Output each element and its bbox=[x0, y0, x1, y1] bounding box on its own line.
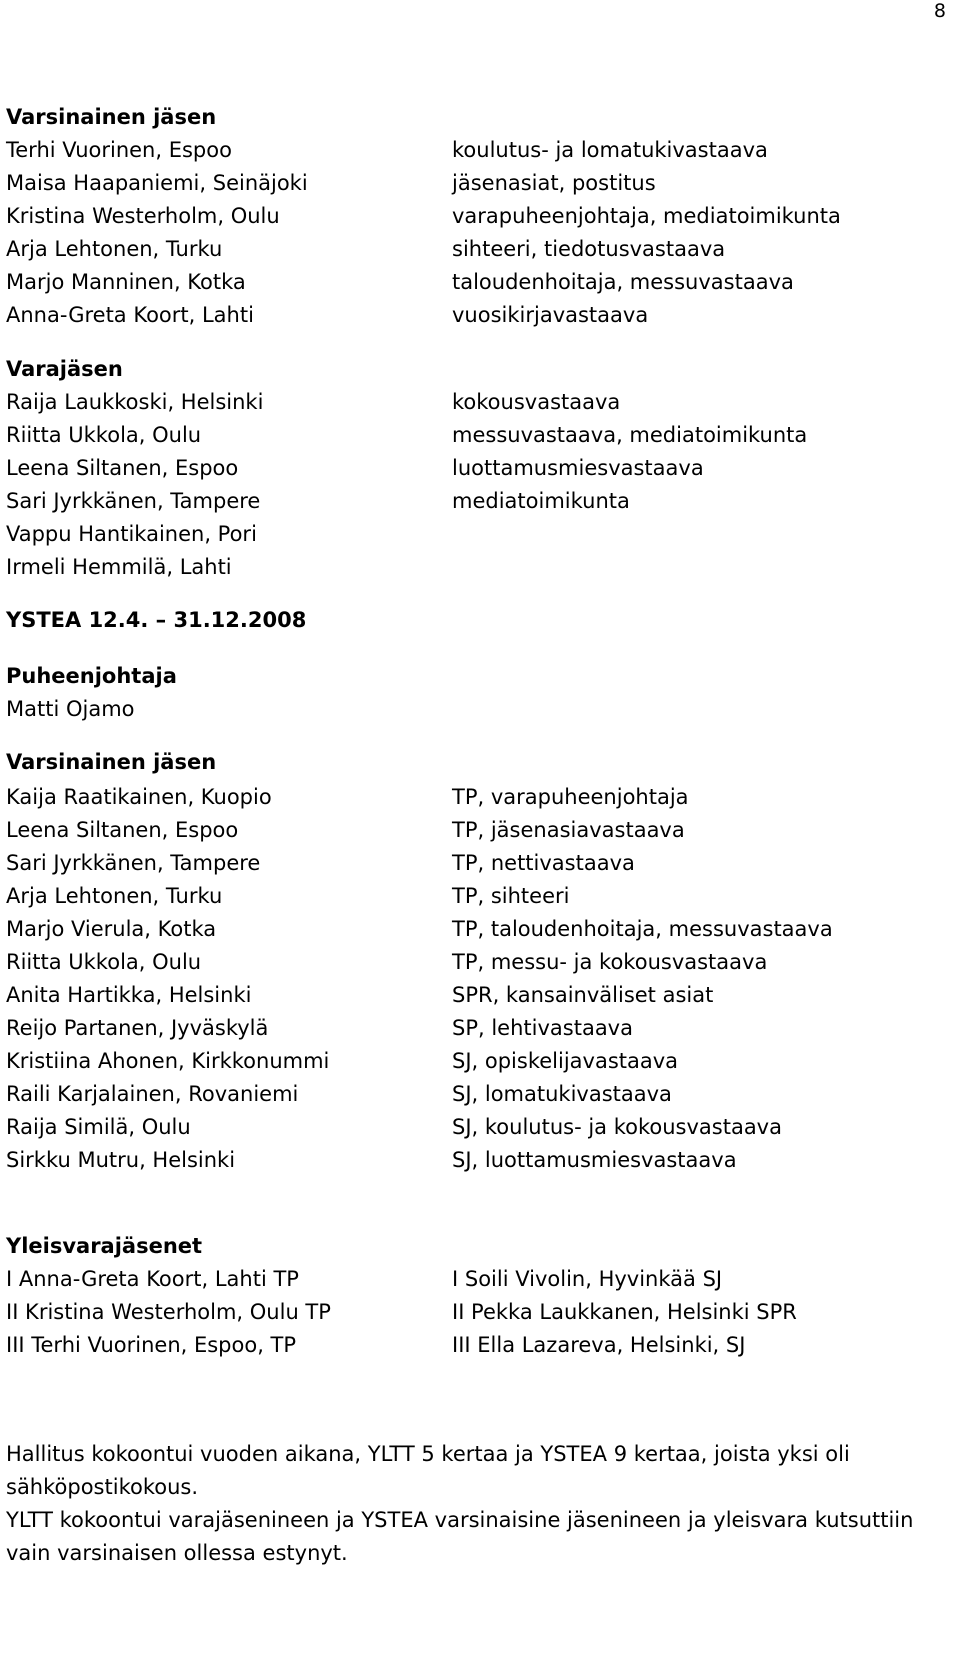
member-name: Maisa Haapaniemi, Seinäjoki bbox=[6, 171, 308, 195]
member-role: TP, taloudenhoitaja, messuvastaava bbox=[452, 917, 833, 941]
member-name: Kaija Raatikainen, Kuopio bbox=[6, 785, 272, 809]
member-role-list bbox=[452, 134, 841, 332]
member-role: SJ, koulutus- ja kokousvastaava bbox=[452, 1115, 782, 1139]
member-name: Arja Lehtonen, Turku bbox=[6, 237, 223, 261]
member-name: Kristina Westerholm, Oulu bbox=[6, 204, 280, 228]
member-role: TP, jäsenasiavastaava bbox=[452, 818, 685, 842]
member-role: SJ, lomatukivastaava bbox=[452, 1082, 672, 1106]
general-deputy-entry: I Anna-Greta Koort, Lahti TP bbox=[6, 1267, 299, 1291]
member-name: Sari Jyrkkänen, Tampere bbox=[6, 851, 261, 875]
member-role: varapuheenjohtaja, mediatoimikunta bbox=[452, 204, 841, 228]
member-role: TP, varapuheenjohtaja bbox=[452, 785, 689, 809]
member-role: taloudenhoitaja, messuvastaava bbox=[452, 270, 794, 294]
member-role: vuosikirjavastaava bbox=[452, 303, 649, 327]
member-name: Irmeli Hemmilä, Lahti bbox=[6, 555, 232, 579]
deputy-name-list bbox=[6, 386, 263, 584]
ystea-member-role-list bbox=[452, 781, 833, 1177]
general-deputy-list-right bbox=[452, 1263, 797, 1362]
member-name: Kristiina Ahonen, Kirkkonummi bbox=[6, 1049, 330, 1073]
chair-name: Matti Ojamo bbox=[6, 697, 135, 721]
member-role: kokousvastaava bbox=[452, 390, 621, 414]
general-deputy-entry: III Terhi Vuorinen, Espoo, TP bbox=[6, 1333, 297, 1357]
member-name: Riitta Ukkola, Oulu bbox=[6, 950, 202, 974]
ystea-member-name-list bbox=[6, 781, 329, 1177]
member-role: koulutus- ja lomatukivastaava bbox=[452, 138, 768, 162]
section-heading-ystea-varsinainen: Varsinainen jäsen bbox=[6, 750, 217, 774]
page-number: 8 bbox=[933, 0, 946, 22]
member-role: SP, lehtivastaava bbox=[452, 1016, 633, 1040]
member-name: Anna-Greta Koort, Lahti bbox=[6, 303, 254, 327]
section-heading-varajasen: Varajäsen bbox=[6, 357, 123, 381]
general-deputy-entry: II Pekka Laukkanen, Helsinki SPR bbox=[452, 1300, 797, 1324]
section-heading-yleisvarajasenet: Yleisvarajäsenet bbox=[6, 1234, 203, 1258]
member-name: Reijo Partanen, Jyväskylä bbox=[6, 1016, 269, 1040]
section-heading-varsinainen: Varsinainen jäsen bbox=[6, 105, 217, 129]
member-role: SJ, luottamusmiesvastaava bbox=[452, 1148, 737, 1172]
general-deputy-entry: I Soili Vivolin, Hyvinkää SJ bbox=[452, 1267, 723, 1291]
meetings-paragraph: Hallitus kokoontui vuoden aikana, YLTT 5 kertaa ja YSTEA 9 kertaa, joista yksi oli sähköpostikokous. bbox=[6, 1442, 850, 1499]
member-role: TP, nettivastaava bbox=[452, 851, 635, 875]
member-role: TP, messu- ja kokousvastaava bbox=[452, 950, 768, 974]
member-role: messuvastaava, mediatoimikunta bbox=[452, 423, 808, 447]
member-role: TP, sihteeri bbox=[452, 884, 570, 908]
member-role: SPR, kansainväliset asiat bbox=[452, 983, 714, 1007]
deputies-paragraph: YLTT kokoontui varajäsenineen ja YSTEA varsinaisine jäsenineen ja yleisvara kutsuttiin vain varsinaisen ollessa estynyt. bbox=[6, 1508, 914, 1565]
member-name: Marjo Vierula, Kotka bbox=[6, 917, 217, 941]
member-name: Riitta Ukkola, Oulu bbox=[6, 423, 202, 447]
member-name: Sirkku Mutru, Helsinki bbox=[6, 1148, 236, 1172]
member-name: Raija Laukkoski, Helsinki bbox=[6, 390, 264, 414]
general-deputy-entry: III Ella Lazareva, Helsinki, SJ bbox=[452, 1333, 746, 1357]
general-deputy-entry: II Kristina Westerholm, Oulu TP bbox=[6, 1300, 331, 1324]
member-name: Arja Lehtonen, Turku bbox=[6, 884, 223, 908]
member-name: Terhi Vuorinen, Espoo bbox=[6, 138, 232, 162]
member-name: Vappu Hantikainen, Pori bbox=[6, 522, 257, 546]
ystea-period-heading: YSTEA 12.4. – 31.12.2008 bbox=[6, 608, 307, 632]
member-role: SJ, opiskelijavastaava bbox=[452, 1049, 679, 1073]
chair-heading: Puheenjohtaja bbox=[6, 664, 177, 688]
member-name: Raija Similä, Oulu bbox=[6, 1115, 191, 1139]
member-role: sihteeri, tiedotusvastaava bbox=[452, 237, 726, 261]
member-name: Sari Jyrkkänen, Tampere bbox=[6, 489, 261, 513]
member-role: mediatoimikunta bbox=[452, 489, 630, 513]
member-name: Marjo Manninen, Kotka bbox=[6, 270, 246, 294]
member-name: Anita Hartikka, Helsinki bbox=[6, 983, 252, 1007]
member-name: Raili Karjalainen, Rovaniemi bbox=[6, 1082, 299, 1106]
member-name-list bbox=[6, 134, 308, 332]
general-deputy-list-left bbox=[6, 1263, 331, 1362]
member-name: Leena Siltanen, Espoo bbox=[6, 818, 239, 842]
member-role: luottamusmiesvastaava bbox=[452, 456, 704, 480]
member-name: Leena Siltanen, Espoo bbox=[6, 456, 239, 480]
deputy-role-list bbox=[452, 386, 807, 518]
member-role: jäsenasiat, postitus bbox=[452, 171, 656, 195]
